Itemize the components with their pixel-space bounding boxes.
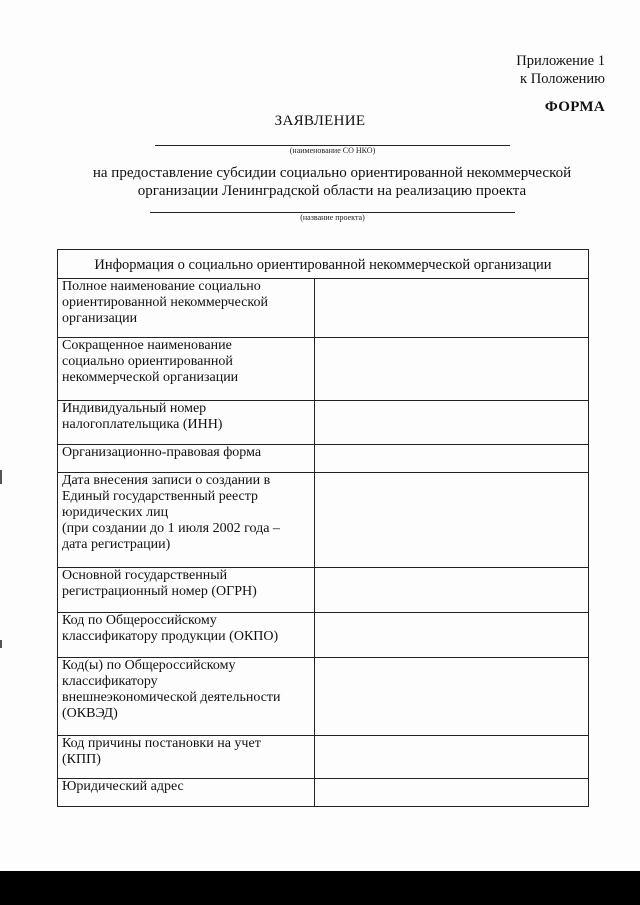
table-row — [58, 279, 589, 338]
scan-margin-mark — [0, 640, 2, 648]
org-name-caption: (наименование СО НКО) — [289, 146, 376, 155]
row-label-kpp: Код причины постановки на учет (КПП) — [58, 736, 315, 779]
row-label-registration-date: Дата внесения записи о создании в Единый государственный реестр юридических лиц (при создании до 1 июля 2002 года – дата регистрации) — [58, 473, 315, 568]
row-value-inn[interactable] — [314, 401, 588, 445]
row-value-legal-form[interactable] — [314, 445, 588, 473]
row-label-legal-address: Юридический адрес — [58, 779, 315, 807]
appendix-reference — [516, 52, 605, 88]
scan-bottom-edge — [0, 871, 640, 905]
project-name-caption: (название проекта) — [300, 213, 365, 222]
row-label-legal-form: Организационно-правовая форма — [58, 445, 315, 473]
row-label-inn: Индивидуальный номер налогоплательщика (ИНН) — [58, 401, 315, 445]
table-row — [58, 658, 589, 736]
appendix-line-2: к Положению — [520, 71, 605, 87]
appendix-line-1: Приложение 1 — [516, 53, 605, 69]
row-label-ogrn: Основной государственный регистрационный номер (ОГРН) — [58, 568, 315, 613]
row-value-kpp[interactable] — [314, 736, 588, 779]
table-row — [58, 338, 589, 401]
purpose-line-1: на предоставление субсидии социально ориентированной некоммерческой — [92, 165, 572, 181]
row-label-okved: Код(ы) по Общероссийскому классификатору внешнеэкономической деятельности (ОКВЭД) — [58, 658, 315, 736]
table-row — [58, 568, 589, 613]
row-value-ogrn[interactable] — [314, 568, 588, 613]
table-row — [58, 473, 589, 568]
table-header-row — [58, 250, 589, 279]
row-value-okpo[interactable] — [314, 613, 588, 658]
row-value-registration-date[interactable] — [314, 473, 588, 568]
purpose-line-2: организации Ленинградской области на реализацию проекта — [137, 183, 527, 199]
row-value-short-name[interactable] — [314, 338, 588, 401]
table-row — [58, 445, 589, 473]
table-row — [58, 779, 589, 807]
row-value-full-name[interactable] — [314, 279, 588, 338]
row-label-short-name: Сокращенное наименование социально ориентированной некоммерческой организации — [58, 338, 315, 401]
form-label: ФОРМА — [544, 99, 605, 115]
row-value-okved[interactable] — [314, 658, 588, 736]
table-row — [58, 613, 589, 658]
row-label-full-name: Полное наименование социально ориентированной некоммерческой организации — [58, 279, 315, 338]
scan-margin-mark — [0, 470, 2, 484]
row-value-legal-address[interactable] — [314, 779, 588, 807]
organization-info-table — [57, 249, 589, 807]
table-row — [58, 401, 589, 445]
table-row — [58, 736, 589, 779]
row-label-okpo: Код по Общероссийскому классификатору продукции (ОКПО) — [58, 613, 315, 658]
document-title: ЗАЯВЛЕНИЕ — [274, 113, 366, 129]
table-header: Информация о социально ориентированной некоммерческой организации — [58, 250, 589, 279]
purpose-text — [0, 164, 640, 200]
